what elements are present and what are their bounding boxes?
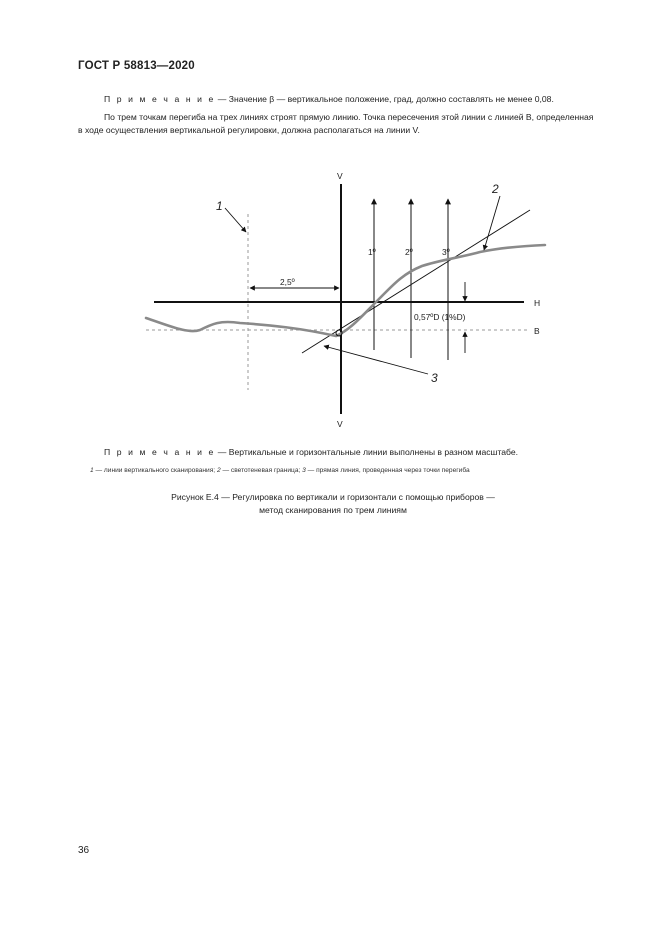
figure-legend	[90, 467, 630, 474]
legend-num-1: 1	[90, 467, 94, 474]
callout-2-leader	[484, 196, 500, 250]
paragraph-text: По трем точкам перегиба на трех линиях строят прямую линию. Точка пересечения этой линии с линией В, определенная в ходе осуществления вертикальной регулировки, должна располагаться на линии V.	[78, 112, 594, 135]
figure-caption	[100, 491, 566, 516]
scan-label-2: 2º	[405, 247, 413, 257]
legend-num-2: 2	[216, 467, 221, 474]
legend-text-3: — прямая линия, проведенная через точки перегиба	[305, 467, 470, 474]
callout-1-label: 1	[216, 199, 223, 213]
note-beta	[104, 93, 604, 106]
caption-line-2: метод сканирования по трем линиям	[259, 504, 407, 515]
label-v-top: V	[337, 171, 343, 181]
callout-2-label: 2	[492, 182, 499, 196]
offset-label: 2,5º	[280, 277, 295, 287]
scanning-diagram-svg	[140, 170, 560, 432]
note-scale	[104, 446, 518, 459]
note-label: П р и м е ч а н и е	[104, 447, 216, 457]
standard-header: ГОСТ Р 58813—2020	[78, 60, 195, 72]
label-b: B	[534, 326, 540, 336]
drop-label: 0,57ºD (1%D)	[414, 312, 466, 322]
callout-3-leader	[324, 346, 428, 374]
caption-line-1: Рисунок Е.4 — Регулировка по вертикали и горизонтали с помощью приборов —	[171, 492, 495, 502]
cutoff-curve	[146, 245, 545, 336]
label-v-bottom: V	[337, 419, 343, 429]
note-text: — Вертикальные и горизонтальные линии выполнены в разном масштабе.	[215, 447, 519, 457]
scan-label-1: 1º	[368, 247, 376, 257]
callout-3-label: 3	[431, 371, 438, 385]
legend-text-2: — светотеневая граница;	[220, 467, 303, 474]
figure-e4-diagram	[140, 170, 560, 432]
scan-label-3: 3º	[442, 247, 450, 257]
label-h: H	[534, 298, 541, 308]
note-label: П р и м е ч а н и е	[104, 94, 216, 104]
page-number: 36	[78, 845, 90, 856]
callout-1-leader	[225, 208, 246, 232]
note-text: — Значение β — вертикальное положение, град, должно составлять не менее 0,08.	[215, 94, 554, 104]
legend-num-3: 3	[302, 467, 306, 474]
paragraph-inflection	[78, 111, 598, 136]
legend-text-1: — линии вертикального сканирования;	[93, 467, 217, 474]
